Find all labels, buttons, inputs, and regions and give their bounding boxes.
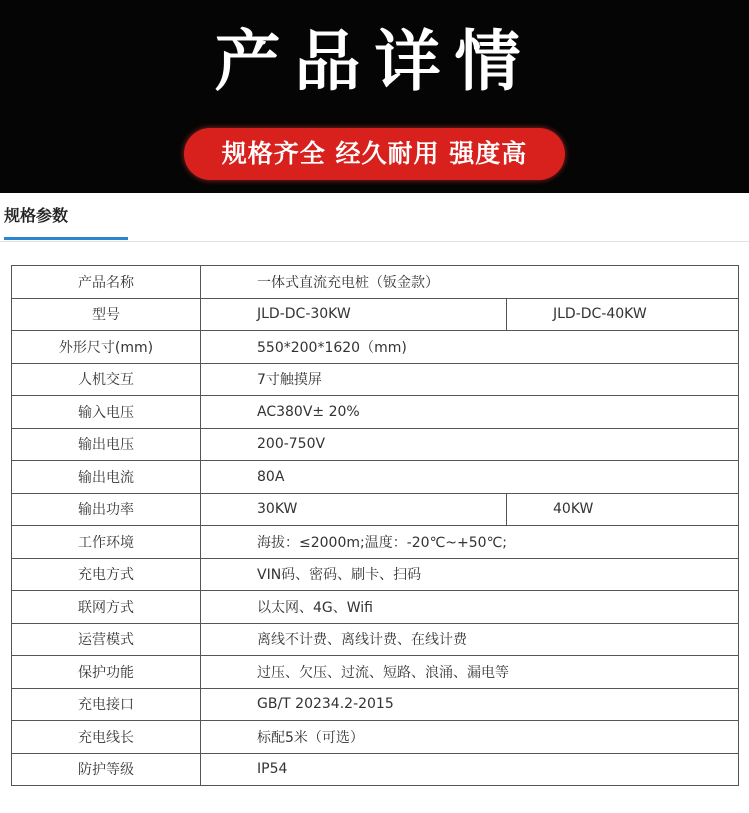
spec-value: 80A [201,461,739,494]
table-row [12,461,739,494]
header-banner [0,0,749,193]
spec-table [11,265,739,786]
table-row [12,623,739,656]
spec-label: 联网方式 [12,591,201,624]
spec-value: IP54 [201,753,739,786]
spec-value: 7寸触摸屏 [201,363,739,396]
spec-value: 550*200*1620（mm) [201,331,739,364]
spec-value: 过压、欠压、过流、短路、浪涌、漏电等 [201,656,739,689]
spec-value: AC380V± 20% [201,396,739,429]
table-row [12,396,739,429]
spec-value: VIN码、密码、刷卡、扫码 [201,558,739,591]
active-tab-indicator [4,237,128,240]
spec-value: 海拔：≤2000m;温度：-20℃~+50℃; [201,526,739,559]
spec-value: 标配5米（可选） [201,721,739,754]
table-row [12,656,739,689]
spec-label: 产品名称 [12,266,201,299]
slogan-badge [184,128,565,180]
table-row [12,688,739,721]
banner-title: 产品详情 [214,23,535,100]
spec-value: 离线不计费、离线计费、在线计费 [201,623,739,656]
table-row [12,753,739,786]
spec-label: 充电接口 [12,688,201,721]
table-row [12,526,739,559]
spec-label: 输出电流 [12,461,201,494]
table-row [12,591,739,624]
spec-label: 型号 [12,298,201,331]
table-row [12,331,739,364]
table-row [12,298,739,331]
spec-value: 一体式直流充电桩（钣金款） [201,266,739,299]
spec-label: 工作环境 [12,526,201,559]
spec-label: 输出功率 [12,493,201,526]
spec-value-alt: 40KW [507,493,739,526]
spec-label: 外形尺寸(mm) [12,331,201,364]
spec-label: 输入电压 [12,396,201,429]
spec-value-alt: JLD-DC-40KW [507,298,739,331]
spec-label: 防护等级 [12,753,201,786]
spec-value: JLD-DC-30KW [201,298,507,331]
spec-value: GB/T 20234.2-2015 [201,688,739,721]
spec-label: 充电线长 [12,721,201,754]
spec-label: 运营模式 [12,623,201,656]
slogan-text: 规格齐全 经久耐用 强度高 [221,139,528,168]
table-row [12,428,739,461]
spec-label: 人机交互 [12,363,201,396]
spec-value: 以太网、4G、Wifi [201,591,739,624]
section-header [0,193,749,242]
table-row [12,721,739,754]
table-row [12,266,739,299]
spec-label: 输出电压 [12,428,201,461]
spec-value: 30KW [201,493,507,526]
table-row [12,363,739,396]
table-row [12,493,739,526]
spec-label: 充电方式 [12,558,201,591]
section-tab-specs[interactable]: 规格参数 [4,206,69,225]
table-row [12,558,739,591]
spec-value: 200-750V [201,428,739,461]
spec-label: 保护功能 [12,656,201,689]
